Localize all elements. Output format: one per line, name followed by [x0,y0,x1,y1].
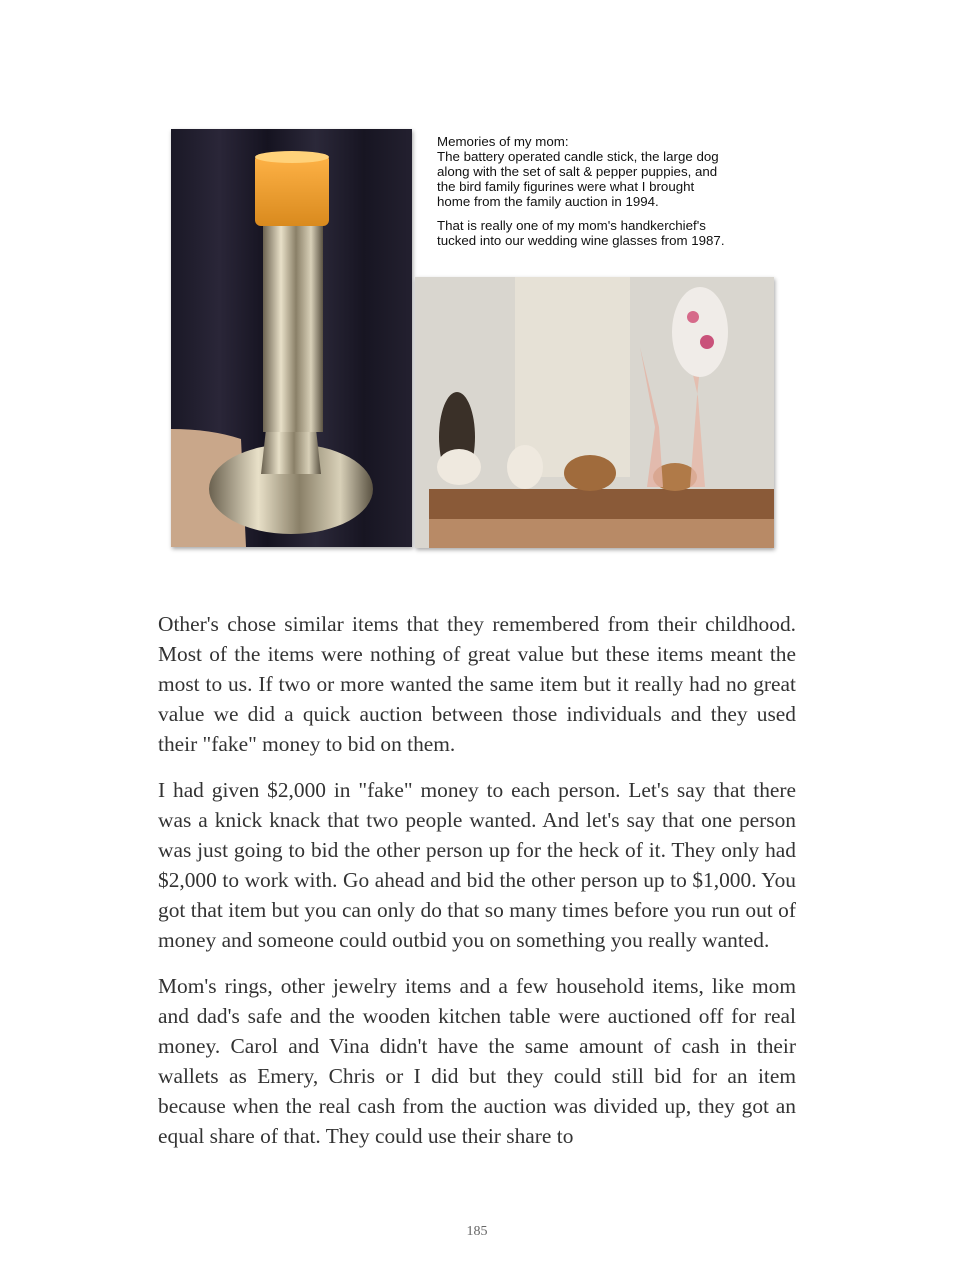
candle-photo [171,129,412,547]
body-paragraph: Other's chose similar items that they remembered from their childhood. Most of the items were nothing of great value but these items meant the most to us. If two or more wanted the same item but it really had no great value we did a quick auction between those individuals and they used their "fake" money to bid on them. [158,612,796,756]
body-paragraph: Mom's rings, other jewelry items and a few household items, like mom and dad's safe and the wooden kitchen table were auctioned off for real money. Carol and Vina didn't have the same amount of cash in their wallets as Emery, Chris or I did but they could still bid for an item because when the real cash from the auction was divided up, they got an equal share of that. They could use their share to [158,974,796,1148]
body-paragraph: I had given $2,000 in "fake" money to each person. Let's say that there was a knick knack that two people wanted. And let's say that one person was just going to bid the other person up for the heck of it. They only had $2,000 to work with. Go ahead and bid the other person up to $1,000. You got that item but you can only do that so many times before you run out of money and someone could outbid you on something you really wanted. [158,778,796,952]
photo-caption [437,134,772,248]
caption-paragraph-1: Memories of my mom: The battery operated candle stick, the large dog along with the set of salt & pepper puppies, and the bird family figurines were what I brought home from the family auction in 1994. [437,134,719,209]
candle-photo-icon [171,129,412,547]
figurines-photo-icon [415,277,774,548]
caption-paragraph-2: That is really one of my mom's handkerchief's tucked into our wedding wine glasses from 1987. [437,218,725,248]
page-number: 185 [466,1224,488,1239]
figurines-photo [415,277,774,548]
body-text [158,609,796,1167]
